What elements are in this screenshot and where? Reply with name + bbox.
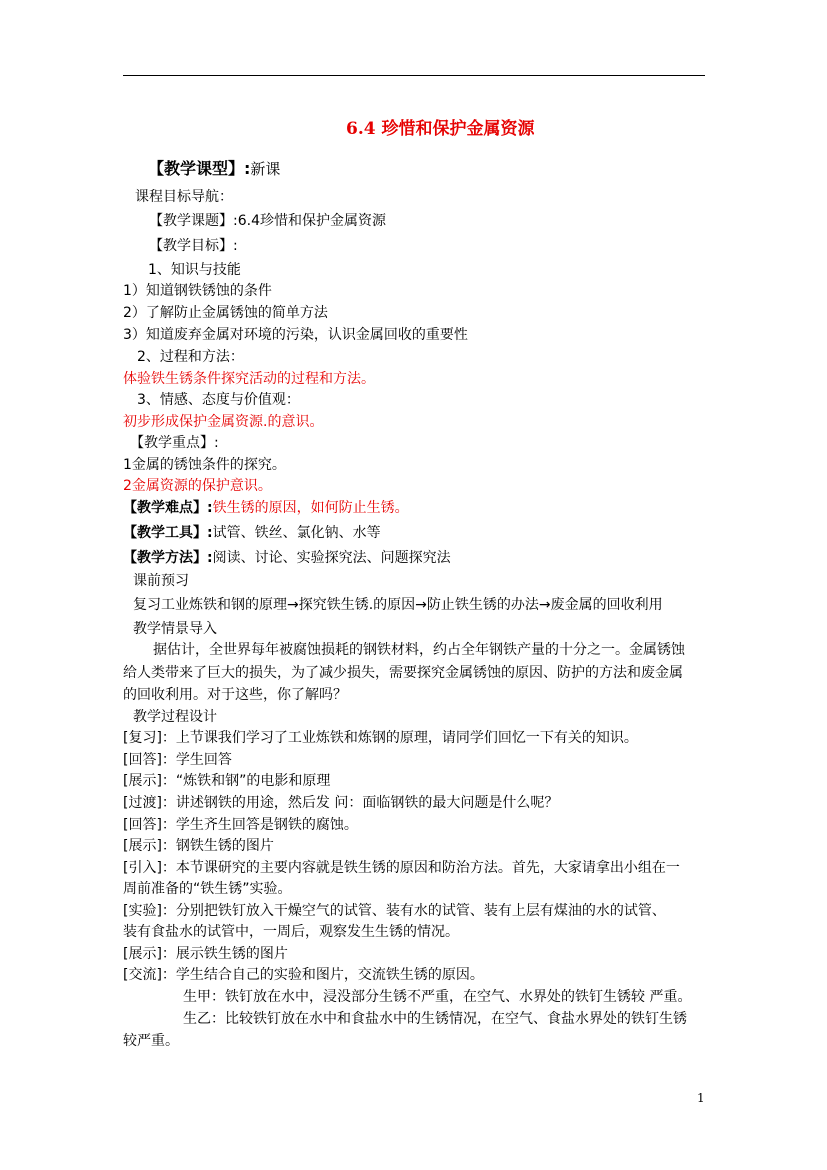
process-line: 装有食盐水的试管中，一周后，观察发生生锈的情况。	[123, 924, 459, 940]
process-line: [过渡]：讲述钢铁的用途，然后发 问：面临钢铁的最大问题是什么呢？	[123, 795, 559, 811]
goal3-text: 初步形成保护金属资源.的意识。	[123, 414, 324, 430]
process-line: [展示]：展示铁生锈的图片	[123, 946, 288, 962]
methods-line	[123, 549, 451, 567]
process-line: [引入]：本节课研究的主要内容就是铁生锈的原因和防治方法。首先，大家请拿出小组在一	[123, 860, 680, 876]
goals-label: 【教学目标】:	[149, 238, 238, 254]
process-line: [回答]：学生回答	[123, 752, 232, 768]
intro-heading: 教学情景导入	[133, 621, 217, 637]
goal1-item: 3）知道废弃金属对环境的污染，认识金属回收的重要性	[123, 327, 468, 343]
page-title: 6.4 珍惜和保护金属资源	[346, 119, 535, 139]
topic-value: 6.4珍惜和保护金属资源	[237, 213, 386, 229]
tools-line	[123, 524, 381, 542]
methods-value: 阅读、讨论、实验探究法、问题探究法	[212, 550, 451, 566]
process-line: 周前准备的“铁生锈”实验。	[123, 881, 292, 897]
student-line: 生乙：比较铁钉放在水中和食盐水中的生锈情况，在空气、食盐水界处的铁钉生锈	[183, 1011, 687, 1027]
key-label: 【教学重点】:	[130, 435, 219, 451]
preview-text: 复习工业炼铁和钢的原理→探究铁生锈.的原因→防止铁生锈的办法→废金属的回收利用	[133, 597, 663, 613]
process-line: [实验]：分别把铁钉放入干燥空气的试管、装有水的试管、装有上层有煤油的水的试管、	[123, 903, 666, 919]
goal1-heading: 1、知识与技能	[148, 262, 241, 278]
goal3-heading: 3、情感、态度与价值观：	[137, 392, 300, 408]
intro-line: 据估计，全世界每年被腐蚀损耗的钢铁材料，约占全年钢铁产量的十分之一。金属锈蚀	[153, 642, 685, 658]
header-rule	[123, 75, 705, 76]
intro-line: 给人类带来了巨大的损失，为了减少损失，需要探究金属锈蚀的原因、防护的方法和废金属	[123, 665, 683, 681]
tools-value: 试管、铁丝、氯化钠、水等	[212, 525, 381, 541]
process-line: [回答]：学生齐生回答是钢铁的腐蚀。	[123, 817, 358, 833]
difficulty-value: 铁生锈的原因，如何防止生锈。	[212, 500, 409, 516]
student-line: 较严重。	[123, 1033, 179, 1049]
nav-heading: 课程目标导航：	[135, 189, 233, 205]
course-type-value: 新课	[250, 160, 281, 178]
course-type-label: 【教学课型】:	[148, 159, 251, 178]
process-line: [交流]：学生结合自己的实验和图片，交流铁生锈的原因。	[123, 967, 484, 983]
process-line: [展示]：“炼铁和钢”的电影和原理	[123, 773, 331, 789]
key-item: 2金属资源的保护意识。	[123, 478, 272, 494]
difficulty-line	[123, 499, 409, 517]
process-line: [复习]：上节课我们学习了工业炼铁和炼钢的原理，请同学们回忆一下有关的知识。	[123, 730, 638, 746]
process-heading: 教学过程设计	[133, 709, 217, 725]
page-number: 1	[697, 1091, 705, 1105]
course-type	[148, 156, 280, 179]
tools-label: 【教学工具】:	[123, 525, 213, 541]
key-item: 1金属的锈蚀条件的探究。	[123, 457, 286, 473]
goal1-item: 1）知道钢铁锈蚀的条件	[123, 283, 272, 299]
topic-label: 【教学课题】:	[149, 213, 238, 229]
topic-line	[149, 212, 386, 230]
intro-line: 的回收利用。对于这些，你了解吗？	[123, 687, 347, 703]
goal2-heading: 2、过程和方法：	[137, 349, 244, 365]
methods-label: 【教学方法】:	[123, 550, 213, 566]
preview-heading: 课前预习	[133, 573, 189, 589]
difficulty-label: 【教学难点】:	[123, 500, 213, 516]
student-line: 生甲：铁钉放在水中，浸没部分生锈不严重，在空气、水界处的铁钉生锈较 严重。	[183, 989, 692, 1005]
process-line: [展示]：钢铁生锈的图片	[123, 838, 274, 854]
goal1-item: 2）了解防止金属锈蚀的简单方法	[123, 305, 328, 321]
goal2-text: 体验铁生锈条件探究活动的过程和方法。	[123, 371, 375, 387]
